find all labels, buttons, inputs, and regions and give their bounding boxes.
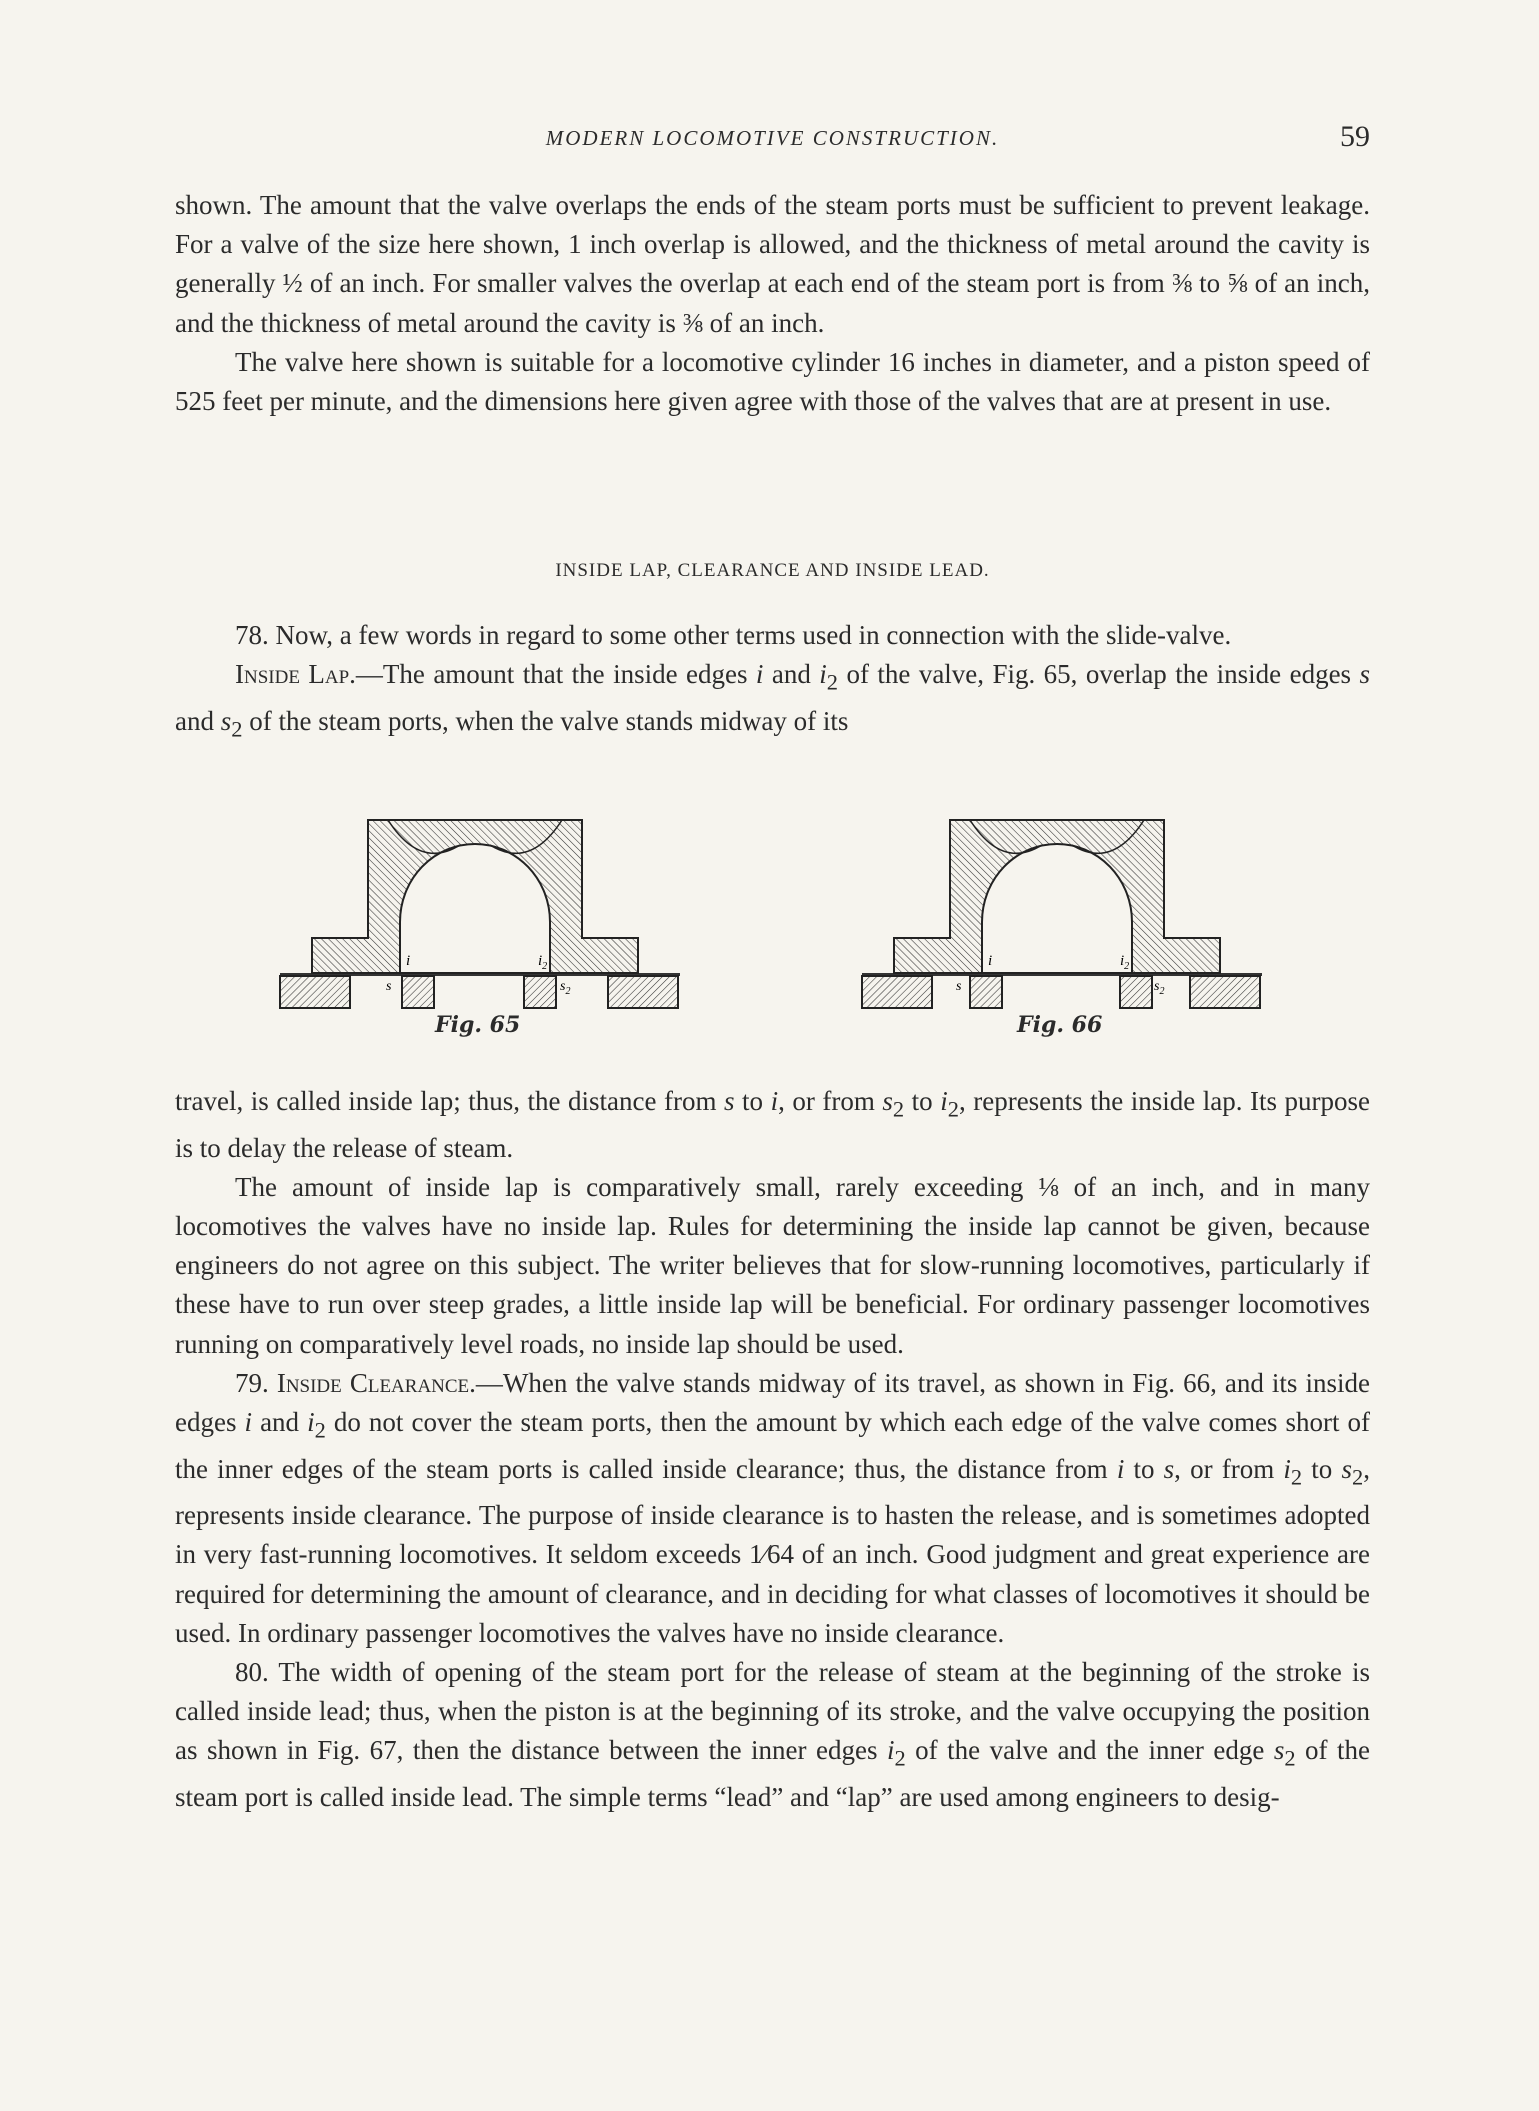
paragraph-2: The valve here shown is suitable for a locomotive cylinder 16 inches in diameter, and a piston speed of 525 feet per minute, and the dimensions here given agree with those of the valves that are at present in use. <box>175 346 1370 417</box>
label-i: i <box>988 953 993 969</box>
figure-65-caption: Fig. 65 <box>435 1012 521 1038</box>
paragraph-1: shown. The amount that the valve overlaps the ends of the steam ports must be sufficient to prevent leakage. For a valve of the size here shown, 1 inch overlap is allowed, and the thickness of metal around the cavity is generally ½ of an inch. For smaller valves the overlap at each end of the steam port is from ⅜ to ⅝ of an inch, and the thickness of metal around the cavity is ⅜ of an inch. <box>175 190 1370 338</box>
page-number: 59 <box>1340 120 1370 153</box>
text-block-top <box>175 186 1370 421</box>
label-s2: $s_2$ <box>1154 979 1165 997</box>
label-i2: $i_2$ <box>538 953 548 972</box>
paragraph-8: 80. The width of opening of the steam port for the release of steam at the beginning of the stroke is called inside lead; thus, when the piston is at the beginning of its stroke, and the valve occupying the position as shown in Fig. 67, then the distance between the inner edges $i_2$ of the valve and the inner edge $s_2$ of the steam port is called inside lead. The simple terms “lead” and “lap” are used among engineers to desig- <box>175 1657 1371 1813</box>
text-block-middle <box>175 616 1370 748</box>
text-block-bottom <box>175 1082 1370 1817</box>
paragraph-4: Inside Lap.—The amount that the inside edges i and $i_2$ of the valve, Fig. 65, overlap the inside edges s and $s_2$ of the steam ports, when the valve stands midway of its <box>175 659 1371 742</box>
label-i2: $i_2$ <box>1120 953 1130 972</box>
figure-66-caption: Fig. 66 <box>1017 1012 1103 1038</box>
running-head: MODERN LOCOMOTIVE CONSTRUCTION. <box>545 126 1000 150</box>
figures-65-66 <box>270 810 1270 1050</box>
paragraph-7: 79. Inside Clearance.—When the valve stands midway of its travel, as shown in Fig. 66, and its inside edges i and $i_2$ do not cover the steam ports, then the amount by which each edge of the valve comes short of the inner edges of the steam ports is called inside clearance; thus, the distance from i to s, or from $i_2$ to $s_2$, represents inside clearance. The purpose of inside clearance is to hasten the release, and is sometimes adopted in very fast-running locomotives. It seldom exceeds 1⁄64 of an inch. Good judgment and great experience are required for determining the amount of clearance, and in deciding for what classes of locomotives it should be used. In ordinary passenger locomotives the valves have no inside clearance. <box>175 1367 1370 1648</box>
label-s: s <box>956 979 962 994</box>
term-inside-lap: Inside Lap. <box>235 659 356 690</box>
page-header <box>175 120 1370 160</box>
paragraph-5: travel, is called inside lap; thus, the distance from s to i, or from $s_2$ to $i_2$, represents the inside lap. Its purpose is to delay the release of steam. <box>175 1086 1370 1163</box>
section-heading: INSIDE LAP, CLEARANCE AND INSIDE LEAD. <box>555 560 990 581</box>
figure-65-diagram <box>270 810 690 1030</box>
figure-66-diagram <box>852 810 1272 1030</box>
label-s: s <box>386 979 392 994</box>
paragraph-3: 78. Now, a few words in regard to some other terms used in connection with the slide-valve. <box>235 620 1232 650</box>
term-inside-clearance: Inside Clearance. <box>276 1367 476 1398</box>
label-i: i <box>406 953 411 969</box>
paragraph-6: The amount of inside lap is comparatively small, rarely exceeding ⅛ of an inch, and in many locomotives the valves have no inside lap. Rules for determining the inside lap cannot be given, because engineers do not agree on this subject. The writer believes that for slow-running locomotives, particularly if these have to run over steep grades, a little inside lap will be beneficial. For ordinary passenger locomotives running on comparatively level roads, no inside lap should be used. <box>175 1171 1370 1359</box>
label-s2: $s_2$ <box>560 979 571 997</box>
